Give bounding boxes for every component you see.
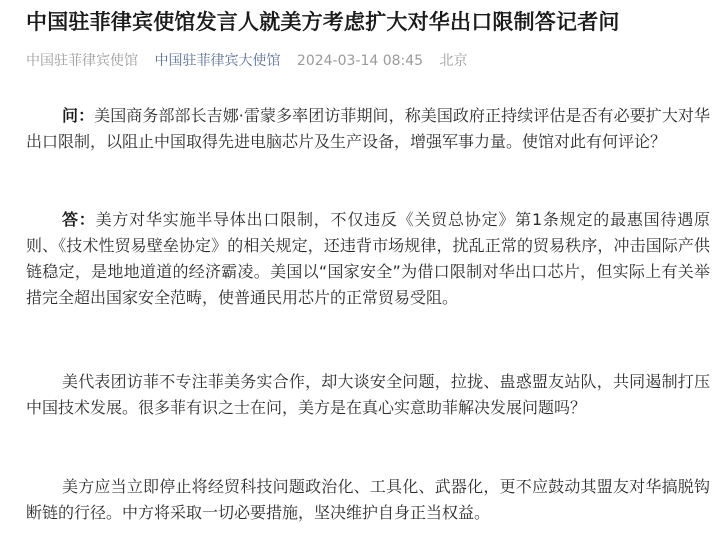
paragraph-body-4 [26, 474, 710, 526]
answer-lead: 答： [62, 210, 96, 229]
publish-time: 2024-03-14 08:45 [296, 53, 424, 69]
account-link[interactable]: 中国驻菲律宾大使馆 [154, 53, 281, 69]
article-title: 中国驻菲律宾使馆发言人就美方考虑扩大对华出口限制答记者问 [26, 10, 620, 34]
answer-text: 美方对华实施半导体出口限制，不仅违反《关贸总协定》第1条规定的最惠国待遇原则、《技术性贸易壁垒协定》的相关规定，还违背市场规律，扰乱正常的贸易秩序，冲击国际产供链稳定，是地地道道的经济霸凌。美国以“国家安全”为借口限制对华出口芯片，但实际上有关举措完全超出国家安全范畴，使普通民用芯片的正常贸易受阻。 [26, 210, 710, 307]
source-label: 中国驻菲律宾使馆 [26, 53, 138, 69]
question-lead: 问： [62, 106, 95, 125]
question-text: 美国商务部部长吉娜·雷蒙多率团访菲期间，称美国政府正持续评估是否有必要扩大对华出口限制，以阻止中国取得先进电脑芯片及生产设备，增强军事力量。使馆对此有何评论？ [26, 106, 710, 151]
paragraph-question [26, 103, 710, 155]
paragraph-body-3 [26, 369, 710, 421]
publish-location: 北京 [439, 53, 468, 69]
article-meta [26, 50, 716, 72]
paragraph-3-text: 美代表团访菲不专注菲美务实合作，却大谈安全问题，拉拢、蛊惑盟友站队，共同遏制打压中国技术发展。很多菲有识之士在问，美方是在真心实意助菲解决发展问题吗？ [26, 372, 710, 417]
paragraph-answer [26, 207, 710, 311]
paragraph-4-text: 美方应当立即停止将经贸科技问题政治化、工具化、武器化，更不应鼓动其盟友对华搞脱钩断链的行径。中方将采取一切必要措施，坚决维护自身正当权益。 [26, 477, 710, 522]
